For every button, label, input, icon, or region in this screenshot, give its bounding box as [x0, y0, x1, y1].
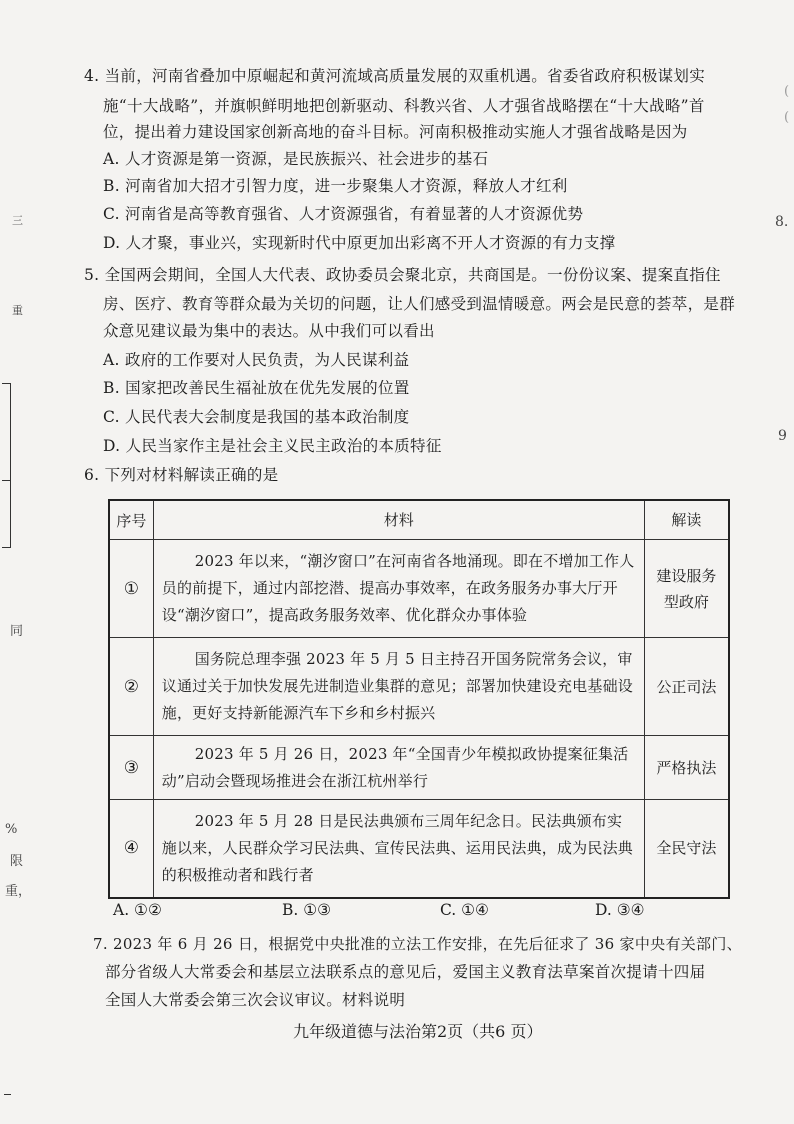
- margin-mark: 重: [12, 304, 23, 317]
- q7-stem-line-1: 7. 2023 年 6 月 26 日，根据党中央批准的立法工作安排，在先后征求了 36 家中央有关部门、: [93, 935, 742, 953]
- q6-option-c: C. ①④: [440, 901, 489, 919]
- page-footer: 九年级道德与法治第2页（共6 页）: [293, 1022, 543, 1041]
- header-number: 序号: [109, 500, 153, 540]
- margin-mark: 8.: [775, 214, 789, 230]
- row-material: 2023 年 5 月 28 日是民法典颁布三周年纪念日。民法典颁布实施以来，人民群众学习民法典、宣传民法典、运用民法典，成为民法典的积极推动者和践行者: [161, 811, 633, 884]
- table-row: [109, 540, 729, 638]
- material-table: [108, 499, 730, 899]
- q6-option-d: D. ③④: [595, 901, 645, 919]
- q4-option-d: D. 人才聚，事业兴，实现新时代中原更加出彩离不开人才资源的有力支撑: [103, 234, 616, 252]
- q5-option-c: C. 人民代表大会制度是我国的基本政治制度: [103, 408, 410, 426]
- row-material: 2023 年 5 月 26 日，2023 年“全国青少年模拟政协提案征集活动”启动会暨现场推进会在浙江杭州举行: [161, 744, 629, 790]
- header-interpretation: 解读: [644, 500, 729, 540]
- margin-mark: 三: [12, 214, 23, 227]
- row-interpretation: 全民守法: [644, 800, 729, 898]
- margin-mark: 同: [10, 624, 24, 639]
- row-number: ④: [109, 800, 153, 898]
- q5-stem-line-2: 房、医疗、教育等群众最为关切的问题，让人们感受到温情暖意。两会是民意的荟萃，是群: [103, 295, 736, 313]
- q5-option-d: D. 人民当家作主是社会主义民主政治的本质特征: [103, 437, 442, 455]
- q6-option-a: A. ①②: [113, 901, 162, 919]
- q4-option-b: B. 河南省加大招才引智力度，进一步聚集人才资源，释放人才红利: [103, 177, 568, 195]
- q7-stem-line-3: 全国人大常委会第三次会议审议。材料说明: [105, 991, 406, 1009]
- q5-stem-line-3: 众意见建议最为集中的表达。从中我们可以看出: [103, 322, 435, 340]
- table-header-row: [109, 500, 729, 540]
- table-row: [109, 638, 729, 736]
- margin-bracket-icon: (: [784, 110, 790, 125]
- row-interpretation: 严格执法: [644, 736, 729, 800]
- q5-stem-line-1: 5. 全国两会期间，全国人大代表、政协委员会聚北京，共商国是。一份份议案、提案直指住: [84, 266, 721, 284]
- row-material: 2023 年以来，“潮汐窗口”在河南省各地涌现。即在不增加工作人员的前提下，通过内部挖潜、提高办事效率，在政务服务办事大厅开设“潮汐窗口”，提高政务服务效率、优化群众办事体验: [161, 552, 635, 624]
- row-material: 国务院总理李强 2023 年 5 月 5 日主持召开国务院常务会议，审议通过关于加快发展先进制造业集群的意见；部署加快建设充电基础设施，更好支持新能源汽车下乡和乡村振兴: [161, 650, 633, 722]
- table-row: [109, 736, 729, 800]
- row-interpretation: 公正司法: [644, 638, 729, 736]
- binding-tick: [2, 383, 11, 384]
- margin-mark: %: [5, 822, 18, 837]
- margin-bracket-icon: (: [784, 84, 790, 99]
- q5-option-a: A. 政府的工作要对人民负责，为人民谋利益: [103, 351, 410, 369]
- q4-stem-line-3: 位，提出着力建设国家创新高地的奋斗目标。河南积极推动实施人才强省战略是因为: [103, 123, 688, 141]
- q7-stem-line-2: 部分省级人大常委会和基层立法联系点的意见后，爱国主义教育法草案首次提请十四届: [105, 963, 706, 981]
- row-number: ②: [109, 638, 153, 736]
- q4-option-c: C. 河南省是高等教育强省、人才资源强省，有着显著的人才资源优势: [103, 205, 584, 223]
- header-material: 材料: [153, 500, 644, 540]
- q4-option-a: A. 人才资源是第一资源，是民族振兴、社会进步的基石: [103, 150, 489, 168]
- q6-stem: 6. 下列对材料解读正确的是: [84, 466, 279, 484]
- q4-stem-line-1: 4. 当前，河南省叠加中原崛起和黄河流域高质量发展的双重机遇。省委省政府积极谋划实: [84, 67, 706, 85]
- binding-line: [10, 383, 11, 548]
- table-row: [109, 800, 729, 898]
- row-number: ①: [109, 540, 153, 638]
- binding-tick: [2, 480, 11, 481]
- margin-mark: 限: [10, 854, 24, 869]
- margin-mark: 重，: [5, 884, 32, 899]
- q5-option-b: B. 国家把改善民生福祉放在优先发展的位置: [103, 379, 410, 397]
- margin-mark: 9: [778, 428, 787, 444]
- binding-tick: [2, 547, 11, 548]
- q4-stem-line-2: 施“十大战略”，并旗帜鲜明地把创新驱动、科教兴省、人才强省战略摆在“十大战略”首: [103, 97, 705, 115]
- q6-option-b: B. ①③: [282, 901, 332, 919]
- row-number: ③: [109, 736, 153, 800]
- row-interpretation: 建设服务型政府: [656, 566, 717, 611]
- binding-tick: [4, 1094, 11, 1095]
